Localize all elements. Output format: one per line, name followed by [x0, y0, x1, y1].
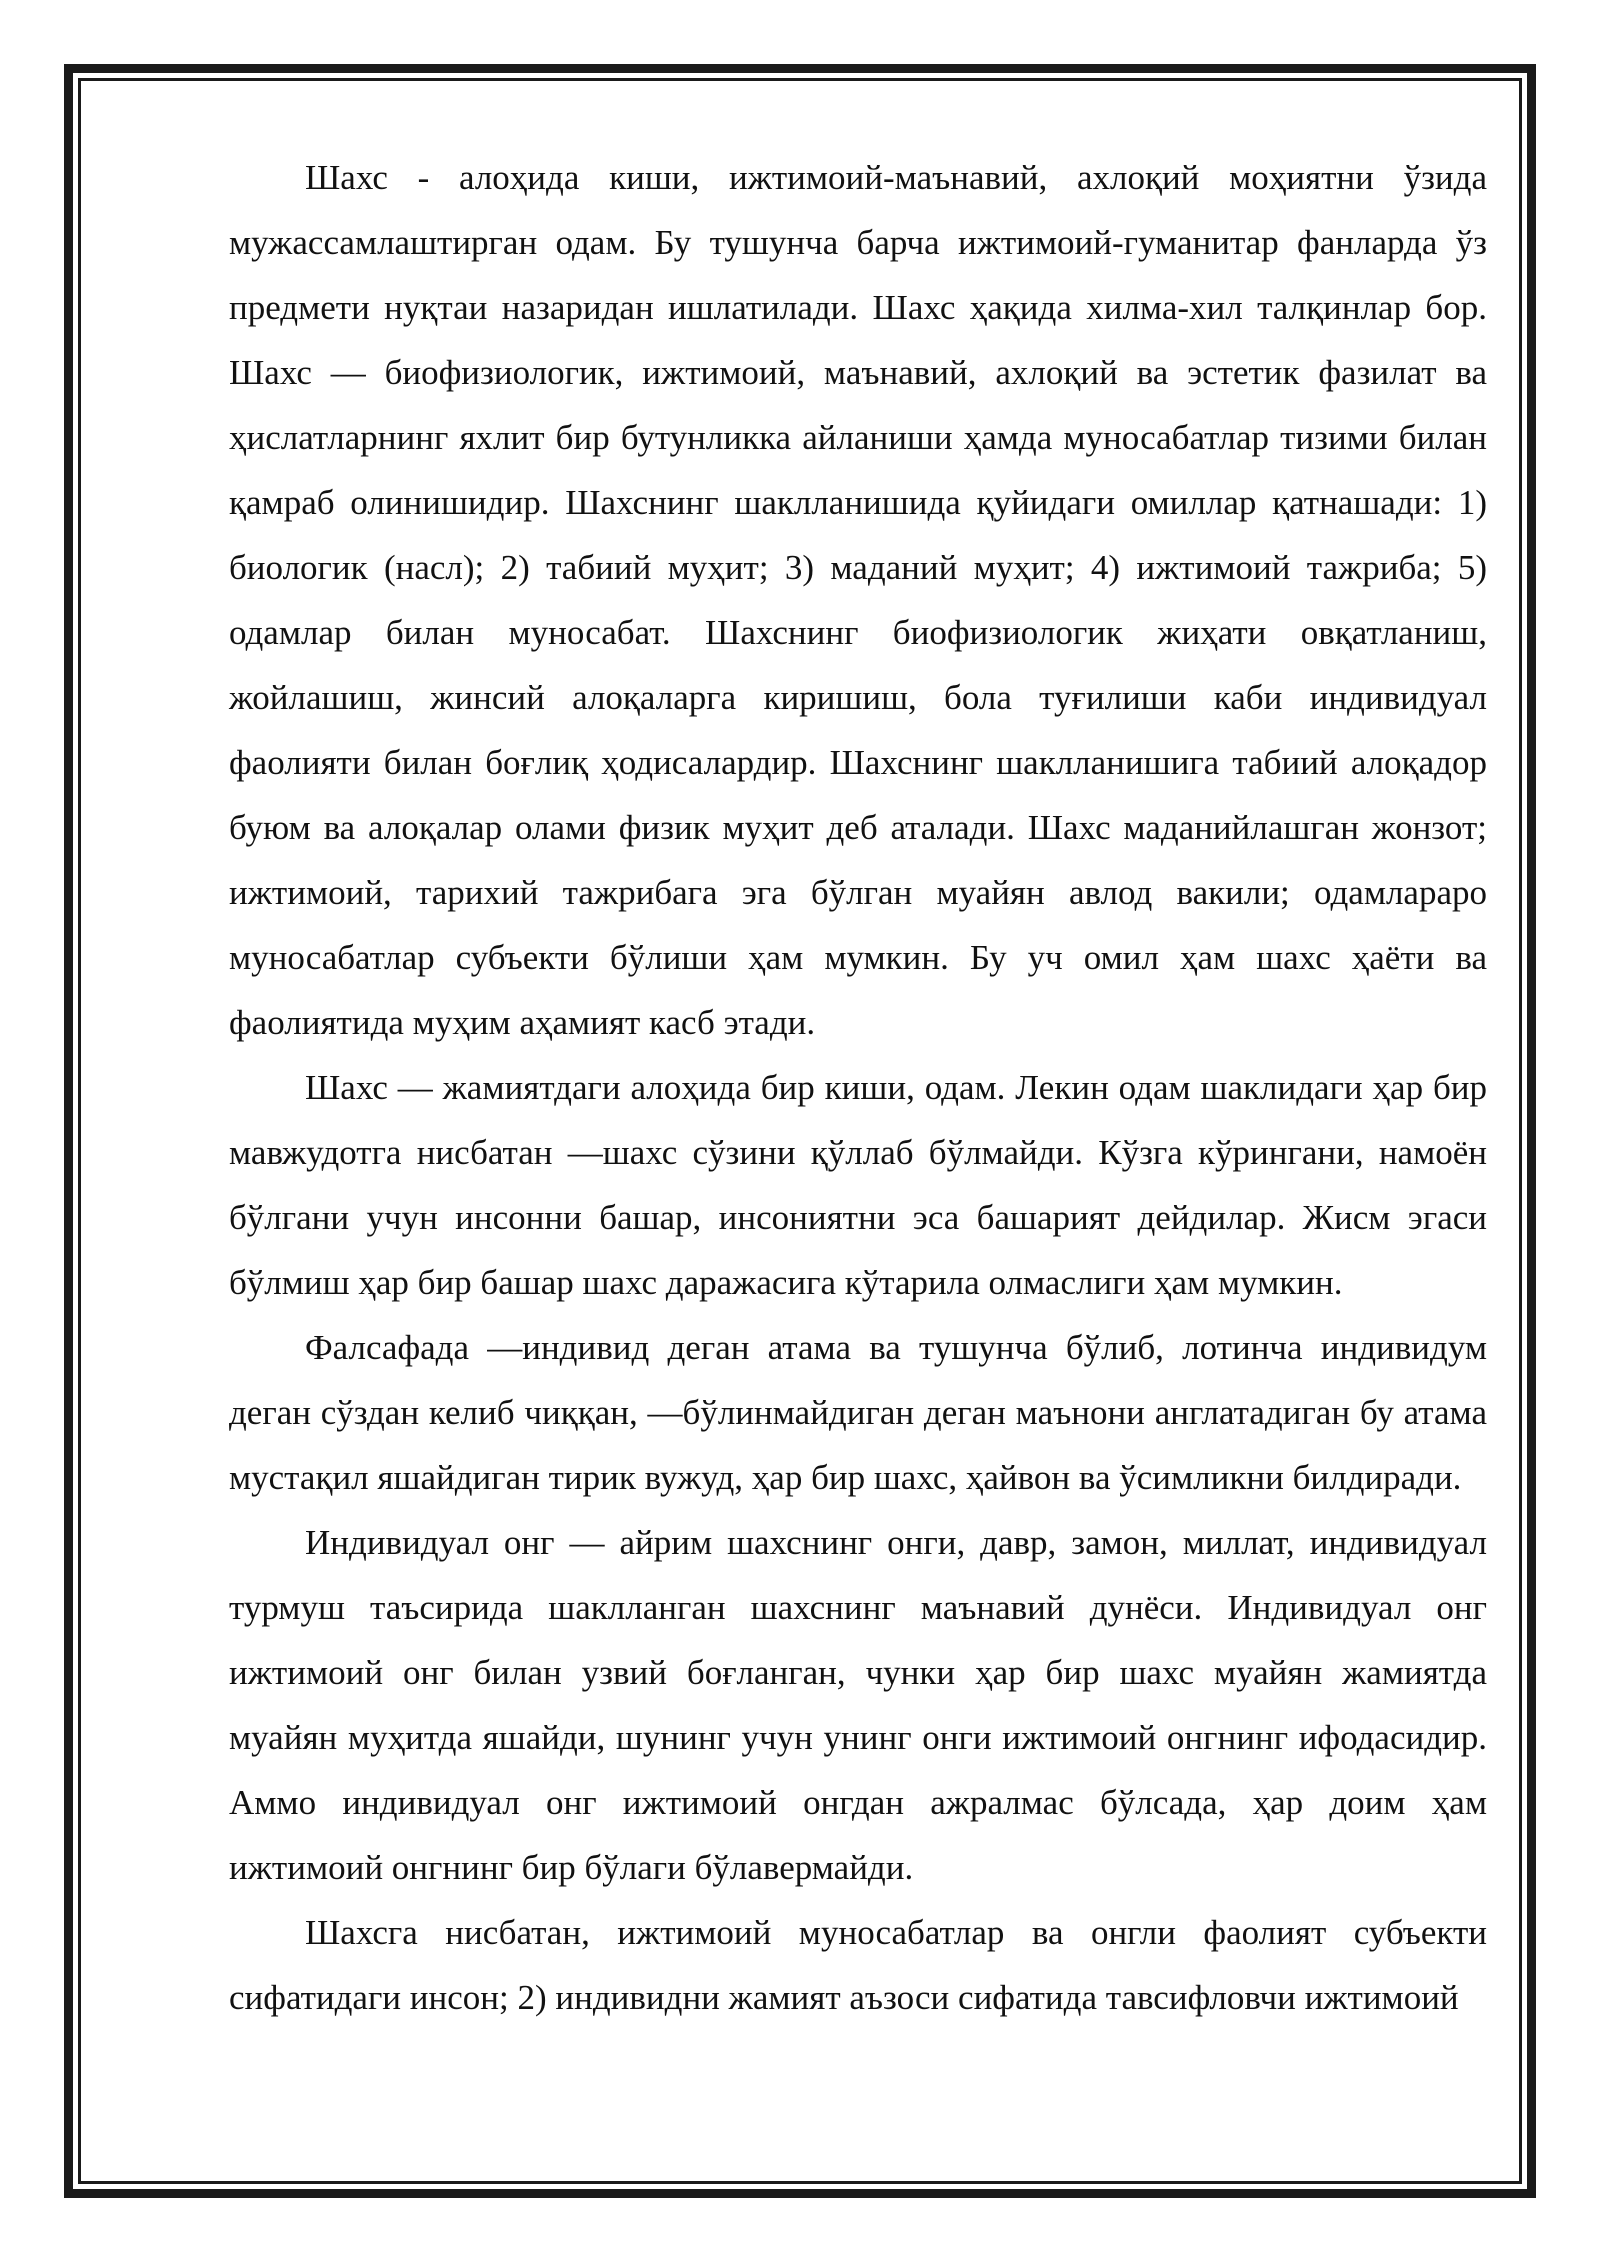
document-body — [229, 145, 1487, 2030]
paragraph-4: Индивидуал онг — айрим шахснинг онги, давр, замон, миллат, индивидуал турмуш таъсирида шаклланган шахснинг маънавий дунёси. Индивидуал онг ижтимоий онг билан узвий боғланган, чунки ҳар бир шахс муайян жамиятда муайян муҳитда яшайди, шунинг учун унинг онги ижтимоий онгнинг ифодасидир. Аммо индивидуал онг ижтимоий онгдан ажралмас бўлсада, ҳар доим ҳам ижтимоий онгнинг бир бўлаги бўлавермайди. — [229, 1523, 1487, 1887]
paragraph-2: Шахс — жамиятдаги алоҳида бир киши, одам. Лекин одам шаклидаги ҳар бир мавжудотга нисбатан —шахс сўзини қўллаб бўлмайди. Кўзга кўрингани, намоён бўлгани учун инсонни башар, инсониятни эса башарият дейдилар. Жисм эгаси бўлмиш ҳар бир башар шахс даражасига кўтарила олмаслиги ҳам мумкин. — [229, 1068, 1487, 1302]
paragraph-1: Шахс - алоҳида киши, ижтимоий-маънавий, ахлоқий моҳиятни ўзида мужассамлаштирган одам. Бу тушунча барча ижтимоий-гуманитар фанларда ўз предмети нуқтаи назаридан ишлатилади. Шахс ҳақида хилма-хил талқинлар бор. Шахс — биофизиологик, ижтимоий, маънавий, ахлоқий ва эстетик фазилат ва ҳислатларнинг яхлит бир бутунликка айланиши ҳамда муносабатлар тизими билан қамраб олинишидир. Шахснинг шаклланишида қуйидаги омиллар қатнашади: 1) биологик (насл); 2) табиий муҳит; 3) маданий муҳит; 4) ижтимоий тажриба; 5) одамлар билан муносабат. Шахснинг биофизиологик жиҳати овқатланиш, жойлашиш, жинсий алоқаларга киришиш, бола туғилиши каби индивидуал фаолияти билан боғлиқ ҳодисалардир. Шахснинг шаклланишига табиий алоқадор буюм ва алоқалар олами физик муҳит деб аталади. Шахс маданийлашган жонзот; ижтимоий, тарихий тажрибага эга бўлган муайян авлод вакили; одамлараро муносабатлар субъекти бўлиши ҳам мумкин. Бу уч омил ҳам шахс ҳаёти ва фаолиятида муҳим аҳамият касб этади. — [229, 158, 1487, 1042]
paragraph-5: Шахсга нисбатан, ижтимоий муносабатлар ва онгли фаолият субъекти сифатидаги инсон; 2) индивидни жамият аъзоси сифатида тавсифловчи ижтимоий — [229, 1913, 1487, 2017]
paragraph-3: Фалсафада —индивид деган атама ва тушунча бўлиб, лотинча индивидум деган сўздан келиб чиққан, —бўлинмайдиган деган маънони англатадиган бу атама мустақил яшайдиган тирик вужуд, ҳар бир шахс, ҳайвон ва ўсимликни билдиради. — [229, 1328, 1487, 1497]
